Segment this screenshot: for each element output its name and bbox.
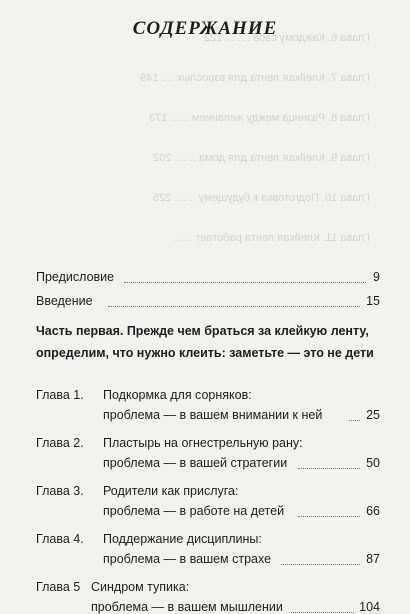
leader-dots xyxy=(124,282,366,283)
chapter-page: 25 xyxy=(366,408,380,422)
chapter-page: 104 xyxy=(359,600,380,614)
chapter-title: Подкормка для сорняков: xyxy=(103,388,252,402)
chapter-subtitle: проблема — в вашем мышлении xyxy=(91,600,283,614)
toc-entry-label: Предисловие xyxy=(36,270,115,284)
chapter-subtitle: проблема — в вашей стратегии xyxy=(103,456,288,470)
page-title: СОДЕРЖАНИЕ xyxy=(132,18,278,39)
chapter-subtitle: проблема — в вашем внимании к ней xyxy=(103,408,323,422)
toc-entry-page: 15 xyxy=(366,294,380,308)
chapter-title: Родители как прислуга: xyxy=(103,484,239,498)
part-heading-line-1: Часть первая. Прежде чем браться за клейкую ленту, xyxy=(36,324,369,338)
leader-dots xyxy=(108,306,360,307)
leader-dots xyxy=(298,468,360,469)
chapter-page: 87 xyxy=(366,552,380,566)
leader-dots xyxy=(291,612,354,613)
chapter-number: Глава 2. xyxy=(36,436,84,450)
leader-dots xyxy=(281,564,360,565)
leader-dots xyxy=(298,516,360,517)
part-heading-line-2: определим, что нужно клеить: заметьте — это не дети xyxy=(36,346,374,360)
chapter-page: 50 xyxy=(366,456,380,470)
toc-entry-label: Введение xyxy=(36,294,93,308)
leader-dots xyxy=(349,420,360,421)
chapter-number: Глава 3. xyxy=(36,484,84,498)
chapter-page: 66 xyxy=(366,504,380,518)
bleed-through-background: Глава 6. Каждому своё ........ 122 Глава 7. Клейкая лента для взрослых .... 149 Глава 8. Разница между желанием ...... 173 Глава 9. Клейкая лента для дома ....... 202 Глава 10. Подготовка к будущему ....... 225 Глава 11. Клейкая лента работает ...... xyxy=(140,32,370,244)
chapter-number: Глава 1. xyxy=(36,388,84,402)
chapter-number: Глава 5 xyxy=(36,580,81,594)
chapter-title: Пластырь на огнестрельную рану: xyxy=(103,436,303,450)
toc-entry-page: 9 xyxy=(373,270,380,284)
chapter-number: Глава 4. xyxy=(36,532,84,546)
chapter-subtitle: проблема — в работе на детей xyxy=(103,504,285,518)
chapter-title: Синдром тупика: xyxy=(91,580,190,594)
chapter-title: Поддержание дисциплины: xyxy=(103,532,262,546)
chapter-subtitle: проблема — в вашем страхе xyxy=(103,552,272,566)
